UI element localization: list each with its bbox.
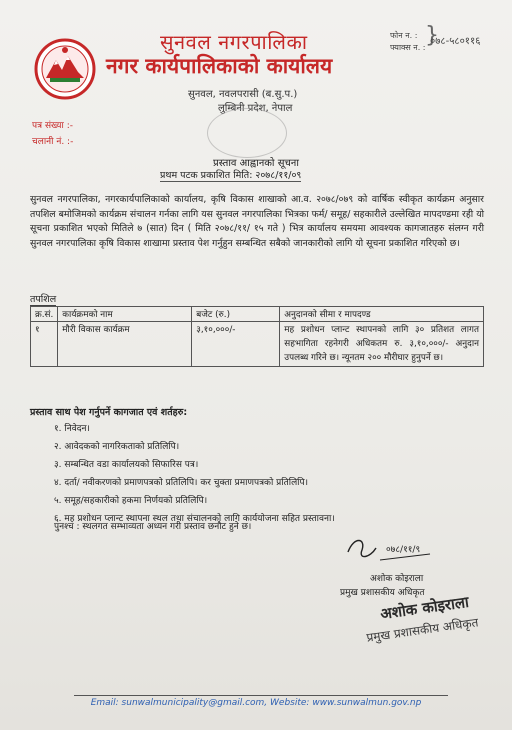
office-seal xyxy=(207,108,287,158)
office-address-province: लुम्बिनी प्रदेश, नेपाल xyxy=(218,103,293,114)
table-header-row xyxy=(31,307,484,322)
col-header-budget: बजेट (रु.) xyxy=(192,307,280,322)
list-item: ४. दर्ता/ नवीकरणको प्रमाणपत्रको प्रतिलिपि। कर चुक्ता प्रमाणपत्रको प्रतिलिपि। xyxy=(54,478,309,488)
fax-label: फ्याक्स न. : xyxy=(390,43,426,52)
letter-number-label: पत्र संख्या :- xyxy=(32,121,73,131)
cell-program: मौरी विकास कार्यक्रम xyxy=(58,322,192,367)
municipality-emblem-icon xyxy=(34,38,96,100)
cell-sn: १ xyxy=(31,322,58,367)
table-label: तपशिल xyxy=(30,294,57,305)
table-row xyxy=(31,322,484,367)
office-name: नगर कार्यपालिकाको कार्यालय xyxy=(106,54,333,78)
dispatch-number-label: चलानी नं. :- xyxy=(32,137,74,147)
col-header-program: कार्यक्रमको नाम xyxy=(58,307,192,322)
program-table xyxy=(30,306,484,367)
requirements-list xyxy=(54,420,335,528)
signature-scrawl xyxy=(340,530,440,570)
stamp-signatory-name: अशोक कोइराला xyxy=(379,592,470,624)
postscript-note: पुनश्च : स्थलगत सम्भाव्यता अध्यन गरी प्रस्ताव छनौट हुने छ। xyxy=(54,522,252,532)
list-item: १. निवेदन। xyxy=(54,424,90,434)
signatory-name: अशोक कोइराला xyxy=(370,574,424,584)
brace-icon: } xyxy=(425,23,439,48)
list-item: २. आवेदकको नागरिकताको प्रतिलिपि। xyxy=(54,442,180,452)
requirements-title: प्रस्ताव साथ पेश गर्नुपर्ने कागजात एवं शर्तहरु: xyxy=(30,407,188,418)
list-item: ५. समूह/सहकारीको हकमा निर्णयको प्रतिलिपि। xyxy=(54,496,208,506)
list-item: ३. सम्बन्धित वडा कार्यालयको सिफारिस पत्र। xyxy=(54,460,199,470)
published-date: प्रथम पटक प्रकाशित मिति: २०७८/११/०९ xyxy=(160,170,302,181)
footer-divider xyxy=(74,695,448,696)
municipality-name: सुनवल नगरपालिका xyxy=(160,30,308,54)
signature-date: ०७८/११/९ xyxy=(386,545,421,555)
signatory-title: प्रमुख प्रशासकीय अधिकृत xyxy=(340,588,425,598)
cell-budget: ३,१०,०००/- xyxy=(192,322,280,367)
notice-body: सुनवल नगरपालिका, नगरकार्यपालिकाको कार्यालय, कृषि विकास शाखाको आ.व. २०७८/०७९ को वार्षिक स्वीकृत कार्यक्रम अनुसार तपशिल बमोजिमको कार्यक्रम संचालन गर्नका लागि यस सुनवल नगरपालिका भित्रका फर्म/ समूह/ सहकारीले उल्लेखित मापदण्डमा रही यो सूचना प्रकाशित भएको मितिले ७ (सात) दिन ( मिति २०७८/११/ १५ गते ) भित्र कार्यालय समयमा आवश्यक कागजातहरु संलग्न गरी सुनवल नगरपालिका कृषि विकास शाखामा प्रस्ताव पेश गर्नुहुन सम्बन्धित सबैको जानकारीको लागि यो सूचना प्रकाशित गरिएको छ। xyxy=(30,194,484,249)
col-header-sn: क्र.सं. xyxy=(31,307,58,322)
list-item: ६. मह प्रशोधन प्लान्ट स्थापना स्थल तथा संचालनको लागि कार्ययोजना सहित प्रस्तावना। xyxy=(54,514,335,524)
col-header-criteria: अनुदानको सीमा र मापदण्ड xyxy=(280,307,484,322)
office-address: सुनवल, नवलपरासी (ब.सु.प.) xyxy=(188,89,298,100)
cell-criteria: मह प्रशोधन प्लान्ट स्थापनको लागि ३० प्रतिशत लागत सहभागिता रहनेगरी अधिकतम रु. ३,१०,०००/- अनुदान उपलब्ध गरिने छ। न्यूनतम २०० मौरीघार हुनुपर्ने छ। xyxy=(280,322,484,367)
stamp-signatory-title: प्रमुख प्रशासकीय अधिकृत xyxy=(365,615,480,645)
phone-block xyxy=(390,23,481,54)
phone-label: फोन न. : xyxy=(390,31,418,40)
notice-title: प्रस्ताव आह्वानको सूचना xyxy=(213,158,299,169)
phone-number: ०७८-५८०११६ xyxy=(430,36,481,47)
footer-contact: Email: sunwalmunicipality@gmail.com, Website: www.sunwalmun.gov.np xyxy=(90,698,422,708)
